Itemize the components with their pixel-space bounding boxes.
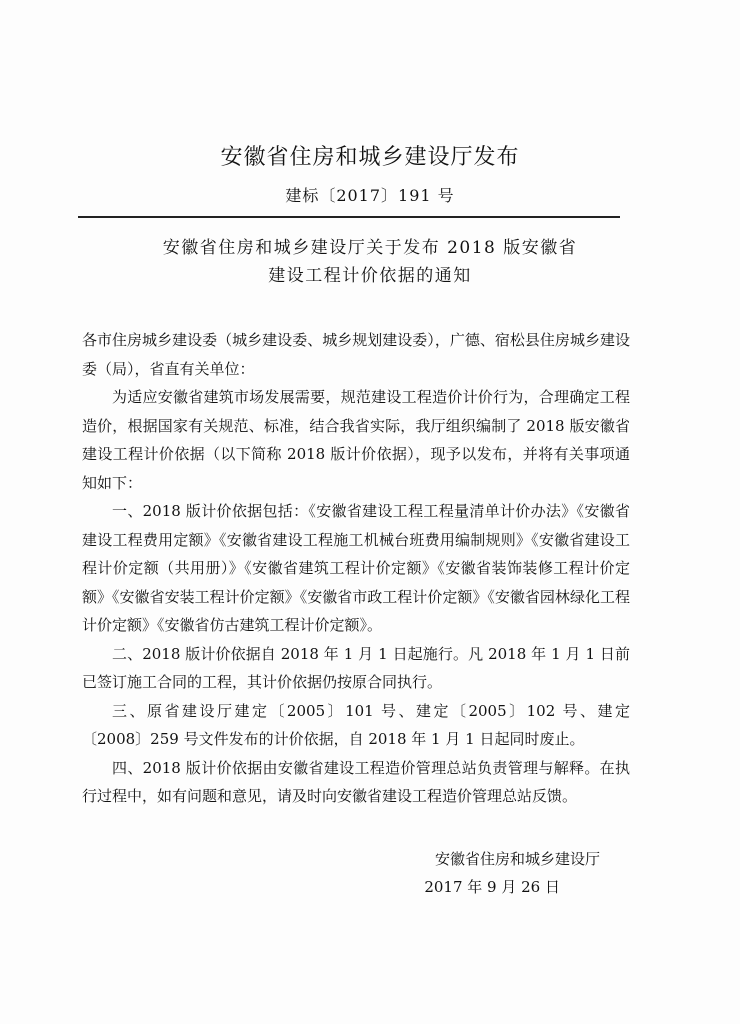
notice-title-line-2: 建设工程计价依据的通知 [268, 266, 472, 286]
document-number: 建标〔2017〕191 号 [285, 186, 455, 205]
addressee: 各市住房城乡建设委（城乡建设委、城乡规划建设委），广德、宿松县住房城乡建设委（局），省直有关单位： [82, 331, 630, 378]
notice-title [0, 234, 740, 290]
item-3-paragraph: 三、原省建设厅建定〔2005〕101 号、建定〔2005〕102 号、建定〔2008〕259 号文件发布的计价依据，自 2018 年 1 月 1 日起同时废止。 [82, 701, 630, 748]
item-4-paragraph: 四、2018 版计价依据由安徽省建设工程造价管理总站负责管理与解释。在执行过程中，如有问题和意见，请及时向安徽省建设工程造价管理总站反馈。 [82, 758, 630, 805]
notice-body [82, 326, 630, 811]
intro-paragraph: 为适应安徽省建筑市场发展需要，规范建设工程造价计价行为，合理确定工程造价，根据国家有关规范、标准，结合我省实际，我厅组织编制了 2018 版安徽省建设工程计价依据（以下简称 2018 版计价依据），现予以发布，并将有关事项通知如下： [82, 388, 630, 492]
notice-title-line-1: 安徽省住房和城乡建设厅关于发布 2018 版安徽省 [162, 238, 578, 258]
item-2-paragraph: 二、2018 版计价依据自 2018 年 1 月 1 日起施行。凡 2018 年 1 月 1 日前已签订施工合同的工程，其计价依据仍按原合同执行。 [82, 644, 630, 691]
header-divider [78, 216, 620, 218]
issuer-heading: 安徽省住房和城乡建设厅发布 [220, 145, 520, 170]
signature-org: 安徽省住房和城乡建设厅 [434, 850, 600, 868]
item-1-paragraph: 一、2018 版计价依据包括：《安徽省建设工程工程量清单计价办法》《安徽省建设工程费用定额》《安徽省建设工程施工机械台班费用编制规则》《安徽省建设工程计价定额（共用册）》《安徽省建筑工程计价定额》《安徽省装饰装修工程计价定额》《安徽省安装工程计价定额》《安徽省市政工程计价定额》《安徽省园林绿化工程计价定额》《安徽省仿古建筑工程计价定额》。 [82, 502, 630, 634]
signature-block [0, 845, 600, 901]
signature-date: 2017 年 9 月 26 日 [424, 878, 560, 896]
